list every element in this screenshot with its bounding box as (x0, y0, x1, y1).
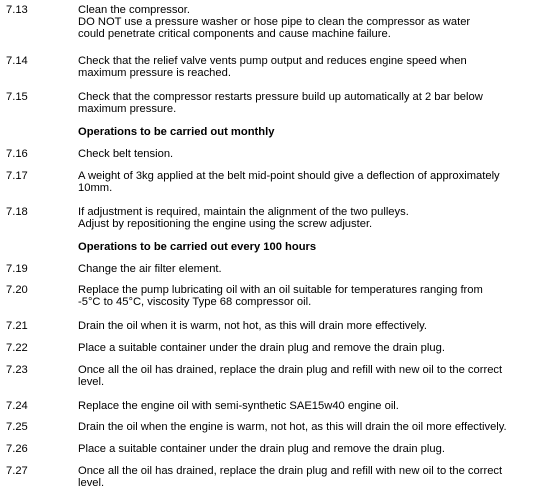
text-line: Once all the oil has drained, replace the drain plug and refill with new oil to the correct (78, 465, 503, 477)
step-number: 7.26 (6, 443, 28, 455)
text-line: If adjustment is required, maintain the alignment of the two pulleys. (78, 206, 409, 218)
step-number: 7.15 (6, 91, 28, 103)
step-text (78, 320, 548, 332)
step-text (78, 400, 548, 412)
text-line: Replace the engine oil with semi-synthetic SAE15w40 engine oil. (78, 400, 399, 412)
text-line: Drain the oil when it is warm, not hot, as this will drain more effectively. (78, 320, 428, 332)
section-heading-text (78, 126, 548, 138)
step-text (78, 4, 548, 40)
text-line: -5°C to 45°C, viscosity Type 68 compressor oil. (78, 296, 312, 308)
step-text (78, 263, 548, 275)
text-line: A weight of 3kg applied at the belt mid-point should give a deflection of approximately (78, 170, 500, 182)
step-number: 7.25 (6, 421, 28, 433)
text-line: Check that the compressor restarts pressure build up automatically at 2 bar below (78, 91, 483, 103)
step-text (78, 284, 548, 308)
step-text (78, 91, 548, 115)
step-text (78, 55, 548, 79)
text-line: Change the air filter element. (78, 263, 222, 275)
step-text (78, 421, 548, 433)
step-number: 7.14 (6, 55, 28, 67)
text-line: level. (78, 477, 105, 489)
text-line: level. (78, 376, 105, 388)
step-number: 7.18 (6, 206, 28, 218)
step-text (78, 342, 548, 354)
step-text (78, 206, 548, 230)
text-line: Drain the oil when the engine is warm, not hot, as this will drain the oil more effectively. (78, 421, 507, 433)
step-number: 7.24 (6, 400, 28, 412)
step-text (78, 364, 548, 388)
step-number: 7.22 (6, 342, 28, 354)
text-line: Check that the relief valve vents pump output and reduces engine speed when (78, 55, 467, 67)
text-line: could penetrate critical components and cause machine failure. (78, 28, 391, 40)
text-line: Place a suitable container under the drain plug and remove the drain plug. (78, 342, 445, 354)
step-text (78, 148, 548, 160)
text-line: maximum pressure is reached. (78, 67, 231, 79)
step-number: 7.27 (6, 465, 28, 477)
step-text (78, 443, 548, 455)
text-line: Replace the pump lubricating oil with an oil suitable for temperatures ranging from (78, 284, 483, 296)
step-number: 7.17 (6, 170, 28, 182)
text-line: 10mm. (78, 182, 113, 194)
text-line: Clean the compressor. (78, 4, 190, 16)
step-number: 7.19 (6, 263, 28, 275)
text-line: Operations to be carried out every 100 hours (78, 241, 317, 253)
step-text (78, 170, 548, 194)
text-line: Adjust by repositioning the engine using the screw adjuster. (78, 218, 373, 230)
section-heading-text (78, 241, 548, 253)
text-line: Operations to be carried out monthly (78, 126, 275, 138)
text-line: DO NOT use a pressure washer or hose pipe to clean the compressor as water (78, 16, 471, 28)
step-number: 7.21 (6, 320, 28, 332)
text-line: Once all the oil has drained, replace the drain plug and refill with new oil to the correct (78, 364, 503, 376)
step-number: 7.20 (6, 284, 28, 296)
text-line: Place a suitable container under the drain plug and remove the drain plug. (78, 443, 445, 455)
text-line: Check belt tension. (78, 148, 174, 160)
step-number: 7.23 (6, 364, 28, 376)
step-text (78, 465, 548, 489)
step-number: 7.13 (6, 4, 28, 16)
text-line: maximum pressure. (78, 103, 177, 115)
step-number: 7.16 (6, 148, 28, 160)
